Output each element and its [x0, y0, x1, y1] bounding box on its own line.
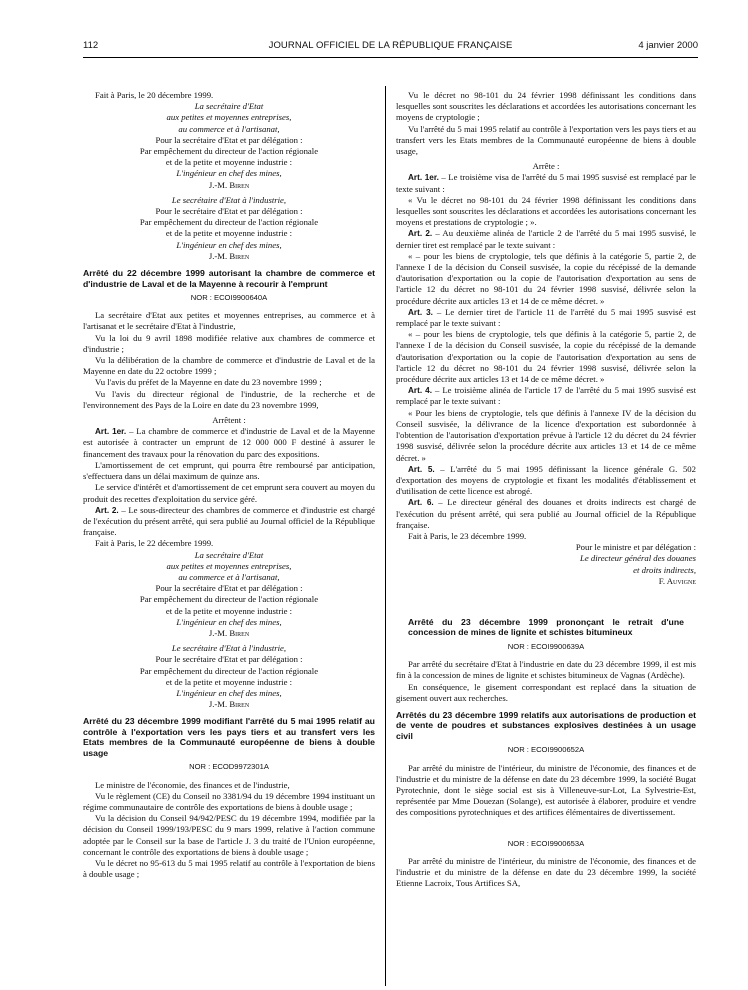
paragraph: au commerce et à l'artisanat, [178, 571, 280, 582]
article-body [83, 460, 375, 505]
article-paragraph [83, 426, 375, 460]
paragraph: L'ingénieur en chef des mines, [176, 168, 282, 179]
article-label: Art. 2. [408, 229, 433, 239]
paragraph: Vu le décret no 98-101 du 24 février 1998 définissant les conditions dans lesquelles sont souscrites les déclarations et accordées les autorisations concernant les moyens de cryptologie ; [396, 90, 696, 123]
paragraph: Pour le secrétaire d'Etat et par délégation : [155, 654, 303, 665]
preamble [83, 310, 375, 426]
quoted-text: « – pour les biens de cryptologie, tels que définis à la catégorie 5, partie 2, de l'annexe I de la décision du Conseil susvisée, la copie du récépissé de la demande d'autorisation d'exportation ou la copie de l'autorisation d'exportation au sens de l'article 12 du décret no 98-101 du 24 février 1998 susvisé, délivrée selon la procédure décrite aux articles 13 et 14 de ce même décret. » [396, 329, 696, 385]
header-rule [83, 57, 698, 58]
paragraph: L'ingénieur en chef des mines, [176, 687, 282, 698]
decree-body [396, 856, 696, 890]
page-number: 112 [83, 40, 99, 51]
paragraph: aux petites et moyennes entreprises, [166, 112, 292, 123]
article-label: Art. 5. [408, 464, 435, 474]
article-text: – Au deuxième alinéa de l'article 2 de l'arrêté du 5 mai 1995 susvisé, le dernier tiret est remplacé par le texte suivant : [396, 228, 696, 250]
paragraph: La secrétaire d'Etat aux petites et moyennes entreprises, au commerce et à l'artisanat et le secrétaire d'Etat à l'industrie, [83, 310, 375, 332]
paragraph: et droits indirects, [633, 564, 696, 575]
paragraph: Par empêchement du directeur de l'action régionale [139, 665, 319, 676]
nor-reference: NOR : ECOI9900652A [507, 745, 585, 755]
article-label: Art. 4. [408, 386, 433, 396]
paragraph: Vu l'arrêté du 5 mai 1995 relatif au contrôle à l'exportation vers les pays tiers et au transfert vers les Etats membres de la Communauté européenne de biens à double usage, [396, 123, 696, 157]
article-paragraph [83, 505, 375, 539]
paragraph: Pour le ministre et par délégation : [575, 542, 696, 553]
article-label: Art. 1er. [408, 173, 439, 183]
signature-block [83, 90, 375, 262]
paragraph: Vu la décision du Conseil 94/942/PESC du 19 décembre 1994, modifiée par la décision du Conseil 1999/193/PESC du 9 mars 1999, relative à l'action commune adoptée par le Conseil sur la base de l'article J. 3 du traité de l'Union européenne, concernant le contrôle des exportations de biens à double usage ; [83, 813, 375, 857]
article-text: – Le directeur général des douanes et droits indirects est chargé de l'exécution du présent arrêté, qui sera publié au Journal officiel de la République française. [396, 497, 696, 530]
paragraph: Le secrétaire d'Etat à l'industrie, [171, 643, 287, 654]
journal-title: JOURNAL OFFICIEL DE LA RÉPUBLIQUE FRANÇAISE [268, 40, 513, 51]
paragraph: Pour la secrétaire d'Etat et par délégation : [155, 583, 303, 594]
paragraph: Le service d'intérêt et d'amortissement de cet emprunt sera couvert au moyen du produit des recettes d'exploitation du service géré. [83, 482, 375, 504]
paragraph: La secrétaire d'Etat [194, 549, 264, 560]
article-paragraph [396, 497, 696, 531]
decree-double-usage [83, 716, 375, 880]
article-text: – L'arrêté du 5 mai 1995 définissant la licence générale G. 502 d'exportation des moyens de cryptologie et fixant les modalités d'établissement et d'utilisation de cette licence est abrogé. [396, 463, 696, 497]
decree-title: Arrêté du 23 décembre 1999 prononçant le retrait d'une concession de mines de lignite et schistes bitumineux [408, 616, 684, 638]
paragraph: Par empêchement du directeur de l'action régionale [139, 217, 319, 228]
nor-reference: NOR : ECOI9900653A [507, 838, 585, 848]
paragraph: En conséquence, le gisement correspondant est replacé dans la situation de gisement ouvert aux recherches. [396, 681, 696, 703]
article-text: – Le troisième visa de l'arrêté du 5 mai 1995 susvisé est remplacé par le texte suivant : [396, 172, 696, 194]
article-paragraph [396, 464, 696, 498]
article-text: – Le dernier tiret de l'article 11 de l'arrêté du 5 mai 1995 susvisé est remplacé par le texte suivant : [396, 306, 696, 329]
paragraph: Par empêchement du directeur de l'action régionale [139, 146, 319, 157]
paragraph: Arrêtent : [212, 415, 246, 426]
paragraph: Le ministre de l'économie, des finances et de l'industrie, [95, 779, 290, 790]
quoted-text: « – pour les biens de cryptologie, tels que définis à la catégorie 5, partie 2, de l'annexe I de la décision du Conseil susvisée, la copie du récépissé de la demande d'autorisation d'exportation ou la copie de l'autorisation d'exportation au sens de l'article 12 du décret no 98-101 du 24 février 1998 susvisé, délivrée selon la procédure décrite aux articles 13 et 14 de ce même décret. » [396, 250, 696, 306]
column-divider [385, 86, 386, 986]
nor-reference: NOR : ECOD9972301A [189, 762, 269, 772]
article-paragraph [396, 172, 696, 194]
paragraph: Par arrêté du ministre de l'intérieur, du ministre de l'économie, des finances et de l'industrie et du ministre de la défense en date du 23 décembre 1999, la société Bugat Pyrotechnie, dont le siège social est sis à Villeneuve-sur-Lot, La Sylvestrie-Est, représentée par Mme Douezan (Solange), est autorisée à élaborer, produire et vendre des compositions pyrotechniques et des artifices élémentaires de divertissement. [396, 762, 696, 818]
paragraph: Vu la loi du 9 avril 1898 modifiée relative aux chambres de commerce et d'industrie ; [83, 332, 375, 354]
decree-laval [83, 268, 375, 710]
issue-date: 4 janvier 2000 [638, 40, 698, 51]
paragraph: Par empêchement du directeur de l'action régionale [139, 594, 319, 605]
decree-title: Arrêtés du 23 décembre 1999 relatifs aux autorisations de production et de vente de poudres et substances explosives destinées à un usage civil [396, 709, 696, 741]
article-paragraph [396, 385, 696, 407]
paragraph: Par arrêté du ministre de l'intérieur, du ministre de l'économie, des finances et de l'industrie et du ministre de la défense en date du 23 décembre 1999, la société Etienne Lacroix, Tous Artifices SA, [396, 855, 696, 889]
preamble [396, 90, 696, 172]
quoted-text: « Vu le décret no 98-101 du 24 février 1998 définissant les conditions dans lesquelles sont souscrites les déclarations et accordées les autorisations concernant les moyens et prestations de cryptologie ; ». [396, 194, 696, 228]
article-text: – Le sous-directeur des chambres de commerce et d'industrie est chargé de l'exécution du présent arrêté, qui sera publié au Journal officiel de la République française. [83, 504, 375, 538]
paragraph: Vu la délibération de la chambre de commerce et d'industrie de Laval et de la Mayenne en date du 22 octobre 1999 ; [83, 355, 375, 377]
nor-reference: NOR : ECOI9900639A [507, 641, 585, 651]
paragraph: Fait à Paris, le 22 décembre 1999. [95, 538, 214, 549]
paragraph: J.-M. Biren [208, 250, 250, 261]
paragraph: et de la petite et moyenne industrie : [165, 676, 293, 687]
decree-explosives [396, 710, 696, 890]
article-paragraph [396, 228, 696, 250]
signature-block [83, 538, 375, 710]
paragraph: J.-M. Biren [208, 699, 250, 710]
paragraph: J.-M. Biren [208, 627, 250, 638]
article-label: Art. 1er. [95, 427, 127, 437]
paragraph: Par arrêté du secrétaire d'Etat à l'industrie en date du 23 décembre 1999, il est mis fin à la concession de mines de lignite et schistes bitumineux de Vagnas (Ardèche). [396, 659, 696, 681]
paragraph: Vu le décret no 95-613 du 5 mai 1995 relatif au contrôle à l'exportation de biens à double usage ; [83, 857, 375, 880]
paragraph: Pour la secrétaire d'Etat et par délégation : [155, 134, 303, 145]
article-label: Art. 3. [408, 307, 433, 317]
left-column [83, 90, 375, 880]
right-column [396, 90, 696, 889]
paragraph: L'ingénieur en chef des mines, [176, 239, 282, 250]
paragraph: et de la petite et moyenne industrie : [165, 157, 293, 168]
paragraph: J.-M. Biren [208, 179, 250, 190]
preamble [83, 780, 375, 881]
article-label: Art. 2. [95, 505, 119, 515]
paragraph: aux petites et moyennes entreprises, [166, 560, 292, 571]
paragraph: Vu le règlement (CE) du Conseil no 3381/94 du 19 décembre 1994 instituant un régime communautaire de contrôle des exportations de biens à double usage ; [83, 790, 375, 812]
paragraph: Pour le secrétaire d'Etat et par délégation : [155, 206, 303, 217]
decree-title: Arrêté du 23 décembre 1999 modifiant l'arrêté du 5 mai 1995 relatif au contrôle à l'exportation vers les pays tiers et au transfert vers les Etats membres de la Communauté européenne de biens à double usage [83, 716, 375, 758]
paragraph: Le directeur général des douanes [580, 553, 696, 564]
paragraph: au commerce et à l'artisanat, [178, 123, 280, 134]
paragraph: Fait à Paris, le 20 décembre 1999. [95, 90, 214, 100]
nor-reference: NOR : ECOI9900640A [190, 293, 268, 303]
decree-title: Arrêté du 22 décembre 1999 autorisant la chambre de commerce et d'industrie de Laval et de la Mayenne à recourir à l'emprunt [83, 268, 375, 289]
paragraph: Le secrétaire d'Etat à l'industrie, [171, 194, 287, 205]
paragraph: et de la petite et moyenne industrie : [165, 228, 293, 239]
paragraph: Vu l'avis du préfet de la Mayenne en date du 23 novembre 1999 ; [95, 377, 322, 388]
paragraph: F. Auvigne [658, 575, 696, 586]
paragraph: Vu l'avis du directeur régional de l'industrie, de la recherche et de l'environnement des Pays de la Loire en date du 23 novembre 1999, [83, 388, 375, 410]
signature-block [396, 531, 696, 587]
paragraph: La secrétaire d'Etat [194, 101, 264, 112]
page-header [83, 40, 698, 54]
paragraph: Arrête : [532, 161, 560, 172]
decree-mines [396, 617, 696, 652]
article-text: – Le troisième alinéa de l'article 17 de l'arrêté du 5 mai 1995 susvisé est remplacé par le texte suivant : [396, 385, 696, 407]
paragraph: L'amortissement de cet emprunt, qui pourra être remboursé par anticipation, s'effectuera dans un délai maximum de quinze ans. [83, 459, 375, 482]
quoted-text: « Pour les biens de cryptologie, tels que définis à l'annexe IV de la décision du Conseil susvisée, la délivrance de la licence d'exportation est subordonnée à l'obtention de l'autorisation d'exportation prévue à l'article 12 du décret du 24 février 1998 susvisé, délivrée selon la procédure décrite aux articles 13 et 14 de ce même décret. » [396, 407, 696, 463]
article-text: – La chambre de commerce et d'industrie de Laval et de la Mayenne est autorisée à contracter un emprunt de 12 000 000 F destiné à assurer le financement des travaux pour la rénovation du parc des expositions. [83, 426, 375, 459]
article-label: Art. 6. [408, 498, 434, 508]
paragraph: Fait à Paris, le 23 décembre 1999. [408, 530, 527, 541]
paragraph: et de la petite et moyenne industrie : [165, 605, 293, 616]
paragraph: L'ingénieur en chef des mines, [176, 616, 282, 627]
decree-body [396, 763, 696, 819]
decree-mines-body [396, 659, 696, 704]
article-paragraph [396, 307, 696, 329]
